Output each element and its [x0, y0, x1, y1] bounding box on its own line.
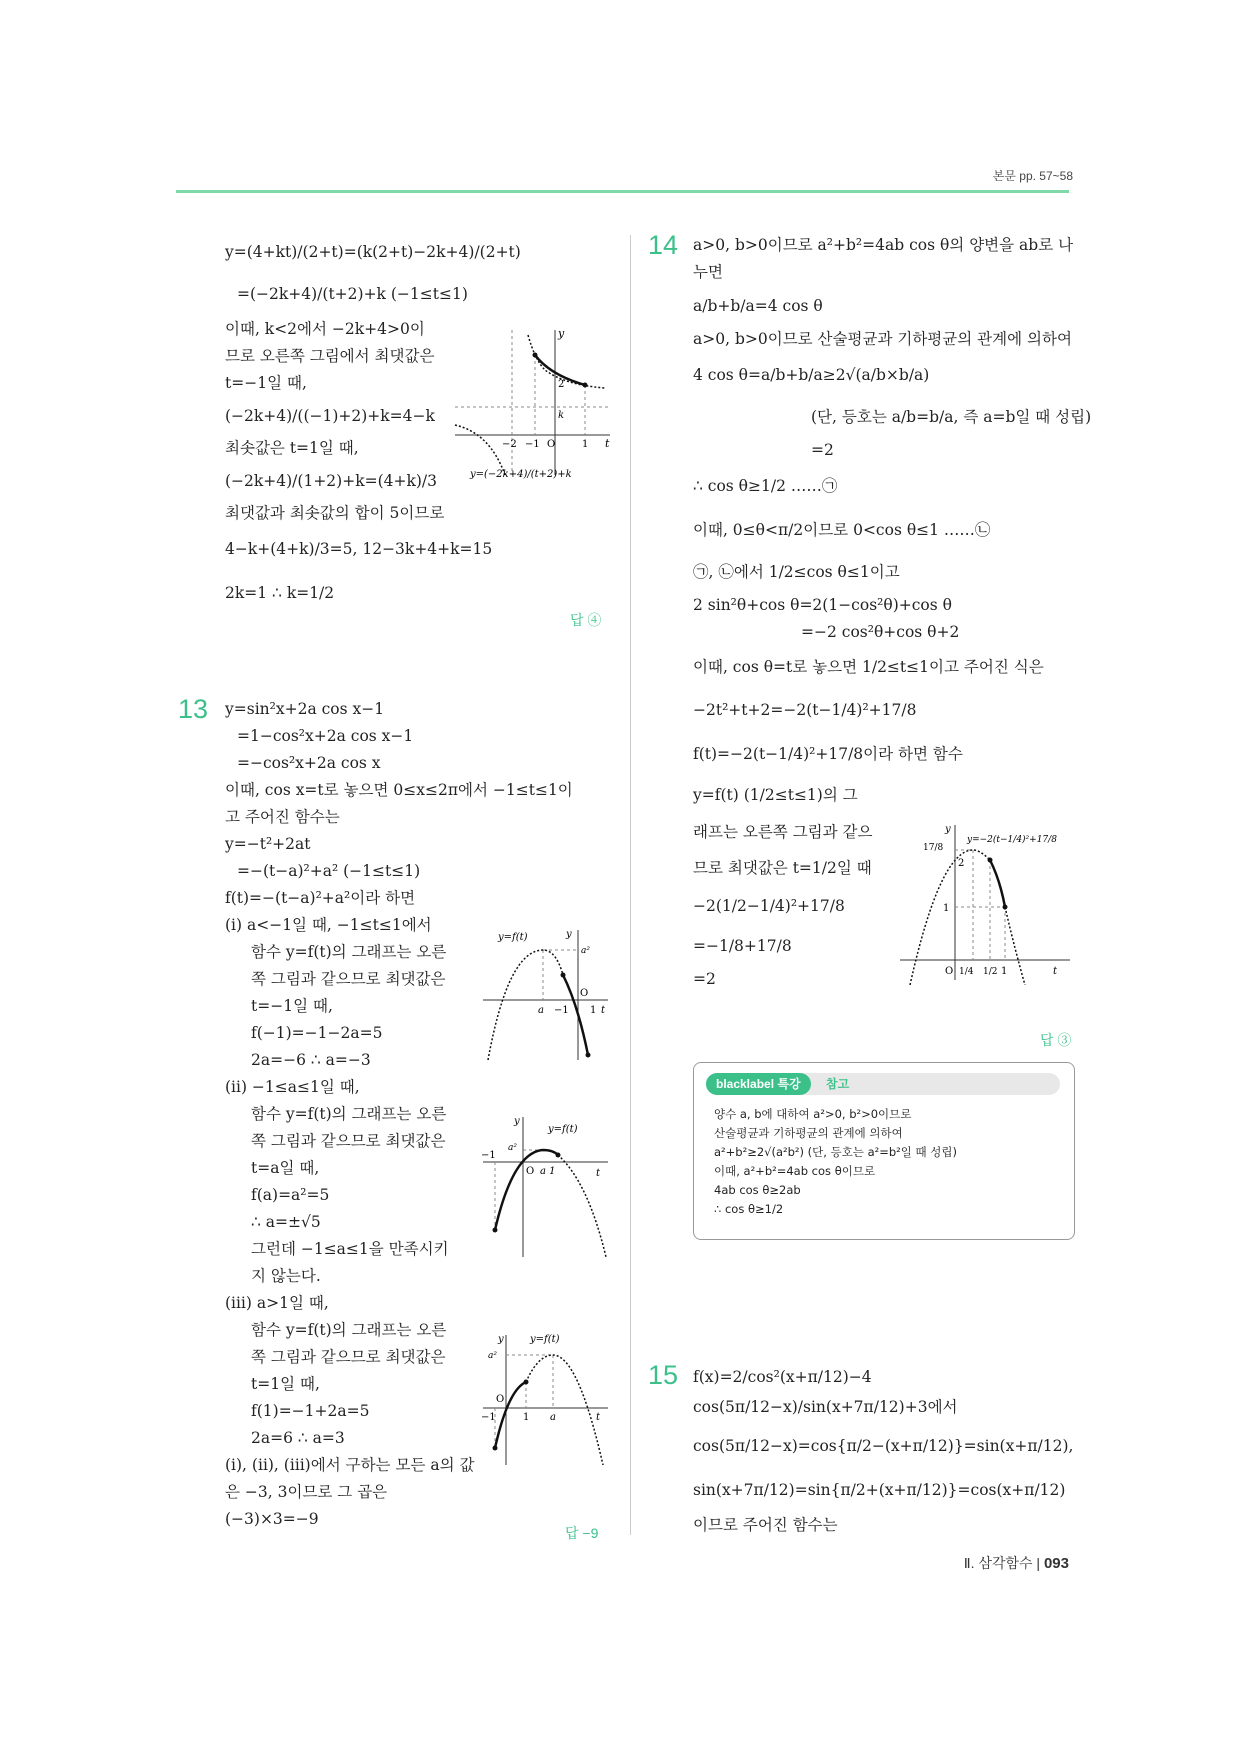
label-a: a	[550, 1412, 556, 1423]
page-footer	[964, 1553, 1069, 1573]
q14-line-12: =−2 cos²θ+cos θ+2	[801, 623, 960, 641]
parabola-dotted	[488, 950, 563, 1060]
curve-label: y=f(t)	[548, 1124, 578, 1135]
label-t: t	[605, 437, 610, 450]
case2-line-7: 그런데 −1≤a≤1을 만족시키	[251, 1240, 449, 1258]
case3-line-4: t=1일 때,	[251, 1375, 320, 1393]
chapter-label: Ⅱ. 삼각함수 |	[963, 1555, 1041, 1571]
blacklabel-note	[693, 1062, 1075, 1240]
page-number: 093	[1043, 1555, 1069, 1572]
q14-line-2: 누면	[693, 263, 723, 281]
q14-line-8: ∴ cos θ≥1/2 ……㉠	[693, 477, 838, 495]
case2-line-2: 함수 y=f(t)의 그래프는 오른	[251, 1105, 447, 1123]
answer-value: −9	[582, 1525, 599, 1541]
label-m1: −1	[481, 1150, 496, 1161]
label-t: t	[601, 1005, 606, 1016]
case1-line-1: (ⅰ) a<−1일 때, −1≤t≤1에서	[225, 916, 432, 934]
q13-graph-case2	[478, 1112, 613, 1262]
q14-line-18: 므로 최댓값은 t=1/2일 때	[693, 859, 872, 877]
label-a1: a 1	[540, 1166, 556, 1177]
label-o: O	[580, 988, 589, 999]
q12-line-3: 이때, k<2에서 −2k+4>0이	[225, 320, 425, 338]
note-line-3: a²+b²≥2√(a²b²) (단, 등호는 a²=b²일 때 성립)	[714, 1145, 958, 1159]
curve-label: y=−2(t−1/4)²+17/8	[967, 835, 1057, 845]
q14-line-9: 이때, 0≤θ<π/2이므로 0<cos θ≤1 ……㉡	[693, 521, 991, 539]
answer-label: 답	[1040, 1032, 1054, 1048]
q14-line-10: ㉠, ㉡에서 1/2≤cos θ≤1이고	[693, 563, 900, 581]
concl-line-3: (−3)×3=−9	[225, 1510, 319, 1528]
label-17-8: 17/8	[923, 843, 944, 853]
q13-line-5: 고 주어진 함수는	[225, 808, 340, 826]
point	[1003, 905, 1008, 910]
q15-solution	[693, 1362, 1078, 1539]
q14-line-5: 4 cos θ=a/b+b/a≥2√(a/b×b/a)	[693, 366, 930, 384]
q13-graph-case1	[478, 925, 613, 1065]
label-m1: −1	[525, 439, 540, 450]
parabola-dotted	[526, 1355, 603, 1465]
case3-line-3: 쪽 그림과 같으므로 최댓값은	[251, 1348, 446, 1366]
label-quarter: 1/4	[959, 967, 974, 977]
case2-line-4: t=a일 때,	[251, 1159, 320, 1177]
label-t: t	[596, 1168, 601, 1179]
q12-line-8: (−2k+4)/(1+2)+k=(4+k)/3	[225, 472, 437, 490]
q14-line-1: a>0, b>0이므로 a²+b²=4ab cos θ의 양변을 ab로 나	[693, 236, 1074, 254]
q13-number: 13	[178, 694, 209, 724]
parabola-dotted	[910, 850, 990, 985]
q15-line-4: 이므로 주어진 함수는	[693, 1516, 838, 1534]
point	[533, 353, 538, 358]
note-line-2: 산술평균과 기하평균의 관계에 의하여	[714, 1126, 903, 1140]
label-y: y	[514, 1116, 520, 1127]
point	[493, 1446, 498, 1451]
page-reference: 본문 pp. 57~58	[992, 169, 1073, 183]
label-t: t	[1053, 966, 1058, 977]
note-title: blacklabel 특강	[706, 1073, 811, 1095]
curve-left	[455, 425, 505, 475]
q12-line-11: 2k=1 ∴ k=1/2	[225, 584, 335, 602]
case2-line-5: f(a)=a²=5	[251, 1186, 330, 1204]
q14-line-19: −2(1/2−1/4)²+17/8	[693, 897, 845, 915]
q13-line-7: =−(t−a)²+a² (−1≤t≤1)	[237, 862, 421, 880]
answer-value: ③	[1057, 1032, 1072, 1048]
q13-line-2: =1−cos²x+2a cos x−1	[237, 727, 414, 745]
q14-line-20: =−1/8+17/8	[693, 937, 792, 955]
q15-line-2: cos(5π/12−x)=cos{π/2−(x+π/12)}=sin(x+π/12),	[693, 1437, 1074, 1455]
case3-line-6: 2a=6 ∴ a=3	[251, 1429, 345, 1447]
q14-line-21: =2	[693, 970, 716, 988]
case1-line-5: f(−1)=−1−2a=5	[251, 1024, 383, 1042]
parabola-dotted-right	[1005, 907, 1025, 985]
label-1-t: 1	[1001, 966, 1008, 977]
q14-line-11: 2 sin²θ+cos θ=2(1−cos²θ)+cos θ	[693, 596, 952, 614]
q13-line-4: 이때, cos x=t로 놓으면 0≤x≤2π에서 −1≤t≤1이	[225, 781, 573, 799]
case1-line-2: 함수 y=f(t)의 그래프는 오른	[251, 943, 447, 961]
q14-line-3: a/b+b/a=4 cos θ	[693, 297, 823, 315]
label-a: a	[538, 1005, 544, 1016]
label-y: y	[566, 929, 572, 940]
answer-value: ④	[587, 612, 602, 628]
label-o: O	[526, 1166, 535, 1177]
column-divider	[630, 235, 631, 1535]
point	[524, 1380, 529, 1385]
q13-line-1: y=sin²x+2a cos x−1	[225, 700, 385, 718]
note-body	[714, 1105, 957, 1219]
q13-answer	[565, 1523, 598, 1543]
q14-line-13: 이때, cos θ=t로 놓으면 1/2≤t≤1이고 주어진 식은	[693, 658, 1044, 676]
q12-line-7: 최솟값은 t=1일 때,	[225, 439, 359, 457]
note-line-6: ∴ cos θ≥1/2	[714, 1202, 784, 1216]
label-2: 2	[958, 858, 965, 869]
case1-line-6: 2a=−6 ∴ a=−3	[251, 1051, 371, 1069]
q14-answer	[1040, 1030, 1071, 1050]
q12-line-9: 최댓값과 최솟값의 합이 5이므로	[225, 504, 445, 522]
label-k: k	[558, 410, 565, 421]
label-1: 1	[590, 1005, 597, 1016]
case2-line-8: 지 않는다.	[251, 1267, 321, 1285]
q13-graph-case3	[478, 1330, 613, 1470]
parabola-solid	[495, 1382, 526, 1448]
point	[586, 1053, 591, 1058]
label-m1: −1	[481, 1412, 496, 1423]
q12-line-4: 므로 오른쪽 그림에서 최댓값은	[225, 347, 435, 365]
answer-label: 답	[565, 1525, 579, 1541]
note-header	[706, 1073, 1060, 1095]
q12-line-1: y=(4+kt)/(2+t)=(k(2+t)−2k+4)/(2+t)	[225, 243, 521, 261]
case2-line-6: ∴ a=±√5	[251, 1213, 321, 1231]
q13-line-8: f(t)=−(t−a)²+a²이라 하면	[225, 889, 416, 907]
q12-graph	[450, 325, 615, 490]
q15-line-3: sin(x+7π/12)=sin{π/2+(x+π/12)}=cos(x+π/12)	[693, 1481, 1066, 1499]
curve-label: y=f(t)	[498, 932, 528, 943]
case3-line-2: 함수 y=f(t)의 그래프는 오른	[251, 1321, 447, 1339]
concl-line-2: 은 −3, 3이므로 그 곱은	[225, 1483, 388, 1501]
label-1: 1	[523, 1412, 530, 1423]
label-half: 1/2	[983, 967, 998, 977]
q14-line-7: =2	[811, 441, 834, 459]
case2-line-3: 쪽 그림과 같으므로 최댓값은	[251, 1132, 446, 1150]
q13-line-3: =−cos²x+2a cos x	[237, 754, 381, 772]
label-m2: −2	[502, 439, 517, 450]
q15-number: 15	[648, 1360, 679, 1390]
label-1-y: 1	[943, 903, 950, 914]
note-line-4: 이때, a²+b²=4ab cos θ이므로	[714, 1164, 876, 1178]
case1-line-4: t=−1일 때,	[251, 997, 333, 1015]
q15-line-1: f(x)=2/cos²(x+π/12)−4 cos(5π/12−x)/sin(x+7π/12)+3에서	[693, 1368, 958, 1416]
parabola-solid	[990, 860, 1005, 907]
label-a2: a²	[488, 1351, 497, 1361]
label-a2: a²	[581, 946, 590, 956]
label-y: y	[945, 824, 951, 835]
label-m1: −1	[554, 1005, 569, 1016]
curve-label: y=f(t)	[530, 1334, 560, 1345]
q12-line-10: 4−k+(4+k)/3=5, 12−3k+4+k=15	[225, 540, 493, 558]
point	[561, 973, 566, 978]
note-tag: 참고	[826, 1077, 850, 1091]
q12-line-5: t=−1일 때,	[225, 374, 307, 392]
q14-line-17: 래프는 오른쪽 그림과 같으	[693, 823, 873, 841]
point	[583, 383, 588, 388]
q14-line-16: y=f(t) (1/2≤t≤1)의 그	[693, 786, 858, 804]
label-1: 1	[582, 439, 589, 450]
answer-label: 답	[570, 612, 584, 628]
label-a2: a²	[508, 1143, 517, 1153]
curve-label: y=(−2k+4)/(t+2)+k	[470, 469, 572, 480]
q13-line-6: y=−t²+2at	[225, 835, 311, 853]
label-t: t	[596, 1412, 601, 1423]
label-o: O	[547, 439, 556, 450]
case1-line-3: 쪽 그림과 같으므로 최댓값은	[251, 970, 446, 988]
q14-number: 14	[648, 230, 679, 260]
q14-line-4: a>0, b>0이므로 산술평균과 기하평균의 관계에 의하여	[693, 330, 1072, 348]
note-line-5: 4ab cos θ≥2ab	[714, 1183, 801, 1197]
label-y: y	[498, 1334, 504, 1345]
note-line-1: 양수 a, b에 대하여 a²>0, b²>0이므로	[714, 1107, 912, 1121]
label-y: y	[558, 327, 565, 340]
label-2: 2	[558, 379, 565, 390]
label-o: O	[945, 966, 954, 977]
header-rule	[176, 190, 1069, 193]
point	[493, 1228, 498, 1233]
point	[556, 1153, 561, 1158]
q14-line-14: −2t²+t+2=−2(t−1/4)²+17/8	[693, 701, 917, 719]
point	[988, 858, 993, 863]
q14-line-6: (단, 등호는 a/b=b/a, 즉 a=b일 때 성립)	[811, 408, 1092, 426]
q14-line-15: f(t)=−2(t−1/4)²+17/8이라 하면 함수	[693, 745, 963, 763]
case3-line-5: f(1)=−1+2a=5	[251, 1402, 370, 1420]
q12-line-6: (−2k+4)/((−1)+2)+k=4−k	[225, 407, 435, 425]
concl-line-1: (ⅰ), (ⅱ), (ⅲ)에서 구하는 모든 a의 값	[225, 1456, 475, 1474]
q12-line-2: =(−2k+4)/(t+2)+k (−1≤t≤1)	[237, 285, 468, 303]
q12-answer	[570, 610, 601, 630]
case3-line-1: (ⅲ) a>1일 때,	[225, 1294, 329, 1312]
label-o: O	[496, 1394, 505, 1405]
case2-line-1: (ⅱ) −1≤a≤1일 때,	[225, 1078, 360, 1096]
q14-graph	[895, 820, 1075, 985]
